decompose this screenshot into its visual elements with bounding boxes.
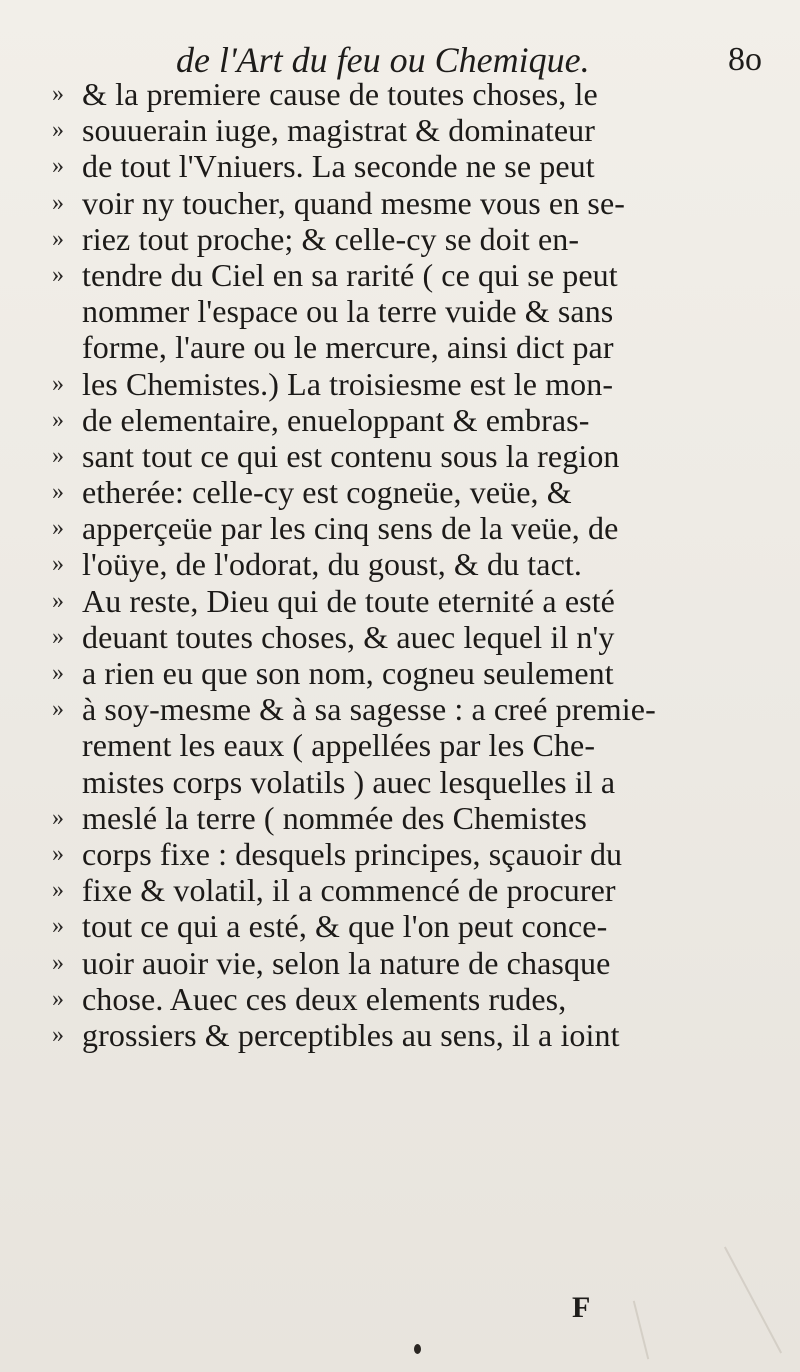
text-line [52,438,792,474]
text-line [52,402,792,438]
quote-mark: » [52,189,65,216]
text-line [52,257,792,293]
line-text: souuerain iuge, magistrat & dominateur [82,112,596,149]
line-text: de tout l'Vniuers. La seconde ne se peut [82,148,595,185]
quote-mark: » [52,696,65,723]
page-number: 8o [728,41,762,78]
quote-mark: » [52,985,65,1012]
quote-mark: » [52,1021,65,1048]
text-line [52,619,792,655]
text-line [52,691,792,727]
line-text: de elementaire, enueloppant & embras- [82,401,590,438]
line-text: nommer l'espace ou la terre vuide & sans [82,293,614,330]
running-header [0,40,800,80]
line-text: corps fixe : desquels principes, sçauoir du [82,835,623,872]
line-text: etherée: celle-cy est cogneüe, veüe, & [82,474,572,511]
quote-mark: » [52,515,65,542]
body-text [52,76,792,1053]
text-line [52,655,792,691]
text-line [52,185,792,221]
text-line [52,872,792,908]
quote-mark: » [52,623,65,650]
text-line [52,510,792,546]
quote-mark: » [52,406,65,433]
text-line [52,836,792,872]
quote-mark: » [52,587,65,614]
line-text: tendre du Ciel en sa rarité ( ce qui se peut [82,256,618,293]
text-line [52,546,792,582]
line-text: riez tout proche; & celle-cy se doit en- [82,220,580,257]
quote-mark: » [52,153,65,180]
quote-mark: » [52,840,65,867]
text-line [52,583,792,619]
ink-speck [414,1344,421,1354]
quote-mark: » [52,117,65,144]
text-line [52,76,792,112]
line-text: Au reste, Dieu qui de toute eternité a esté [82,582,615,619]
text-line [52,908,792,944]
line-text: mistes corps volatils ) auec lesquelles il a [82,763,616,800]
quote-mark: » [52,442,65,469]
text-line [52,945,792,981]
quote-mark: » [52,877,65,904]
text-line [52,727,792,763]
line-text: deuant toutes choses, & auec lequel il n'y [82,618,615,655]
line-text: voir ny toucher, quand mesme vous en se- [82,184,626,221]
line-text: a rien eu que son nom, cogneu seulement [82,655,614,691]
text-line [52,1017,792,1053]
line-text: apperçeüe par les cinq sens de la veüe, de [82,510,619,547]
line-text: meslé la terre ( nommée des Chemistes [82,799,587,836]
quote-mark: » [52,913,65,940]
text-line [52,221,792,257]
text-line [52,474,792,510]
running-title: de l'Art du feu ou Chemique. [176,40,590,80]
line-text: grossiers & perceptibles au sens, il a ioint [82,1016,620,1053]
quote-mark: » [52,660,65,686]
line-text: rement les eaux ( appellées par les Che- [82,727,596,764]
text-line [52,981,792,1017]
quote-mark: » [52,225,65,252]
line-text: chose. Auec ces deux elements rudes, [82,980,567,1017]
text-line [52,293,792,329]
line-text: l'oüye, de l'odorat, du goust, & du tact. [82,546,582,583]
text-line [52,148,792,184]
line-text: fixe & volatil, il a commencé de procurer [82,872,616,909]
line-text: & la premiere cause de toutes choses, le [82,76,598,112]
line-text: forme, l'aure ou le mercure, ainsi dict par [82,329,614,366]
line-text: uoir auoir vie, selon la nature de chasque [82,944,611,981]
quote-mark: » [52,551,65,578]
line-text: à soy-mesme & à sa sagesse : a creé premie- [82,691,656,728]
line-text: tout ce qui a esté, & que l'on peut conce- [82,908,608,945]
line-text: les Chemistes.) La troisiesme est le mon- [82,365,614,402]
quote-mark: » [52,261,65,288]
signature-letter: F [572,1291,591,1324]
text-line [52,329,792,365]
text-line [52,764,792,800]
quote-mark: » [52,81,65,107]
text-line [52,112,792,148]
text-line [52,800,792,836]
quote-mark: » [52,804,65,831]
line-text: sant tout ce qui est contenu sous la region [82,437,620,474]
signature-mark [0,1290,800,1330]
text-line [52,366,792,402]
quote-mark: » [52,370,65,397]
quote-mark: » [52,479,65,506]
quote-mark: » [52,949,65,976]
